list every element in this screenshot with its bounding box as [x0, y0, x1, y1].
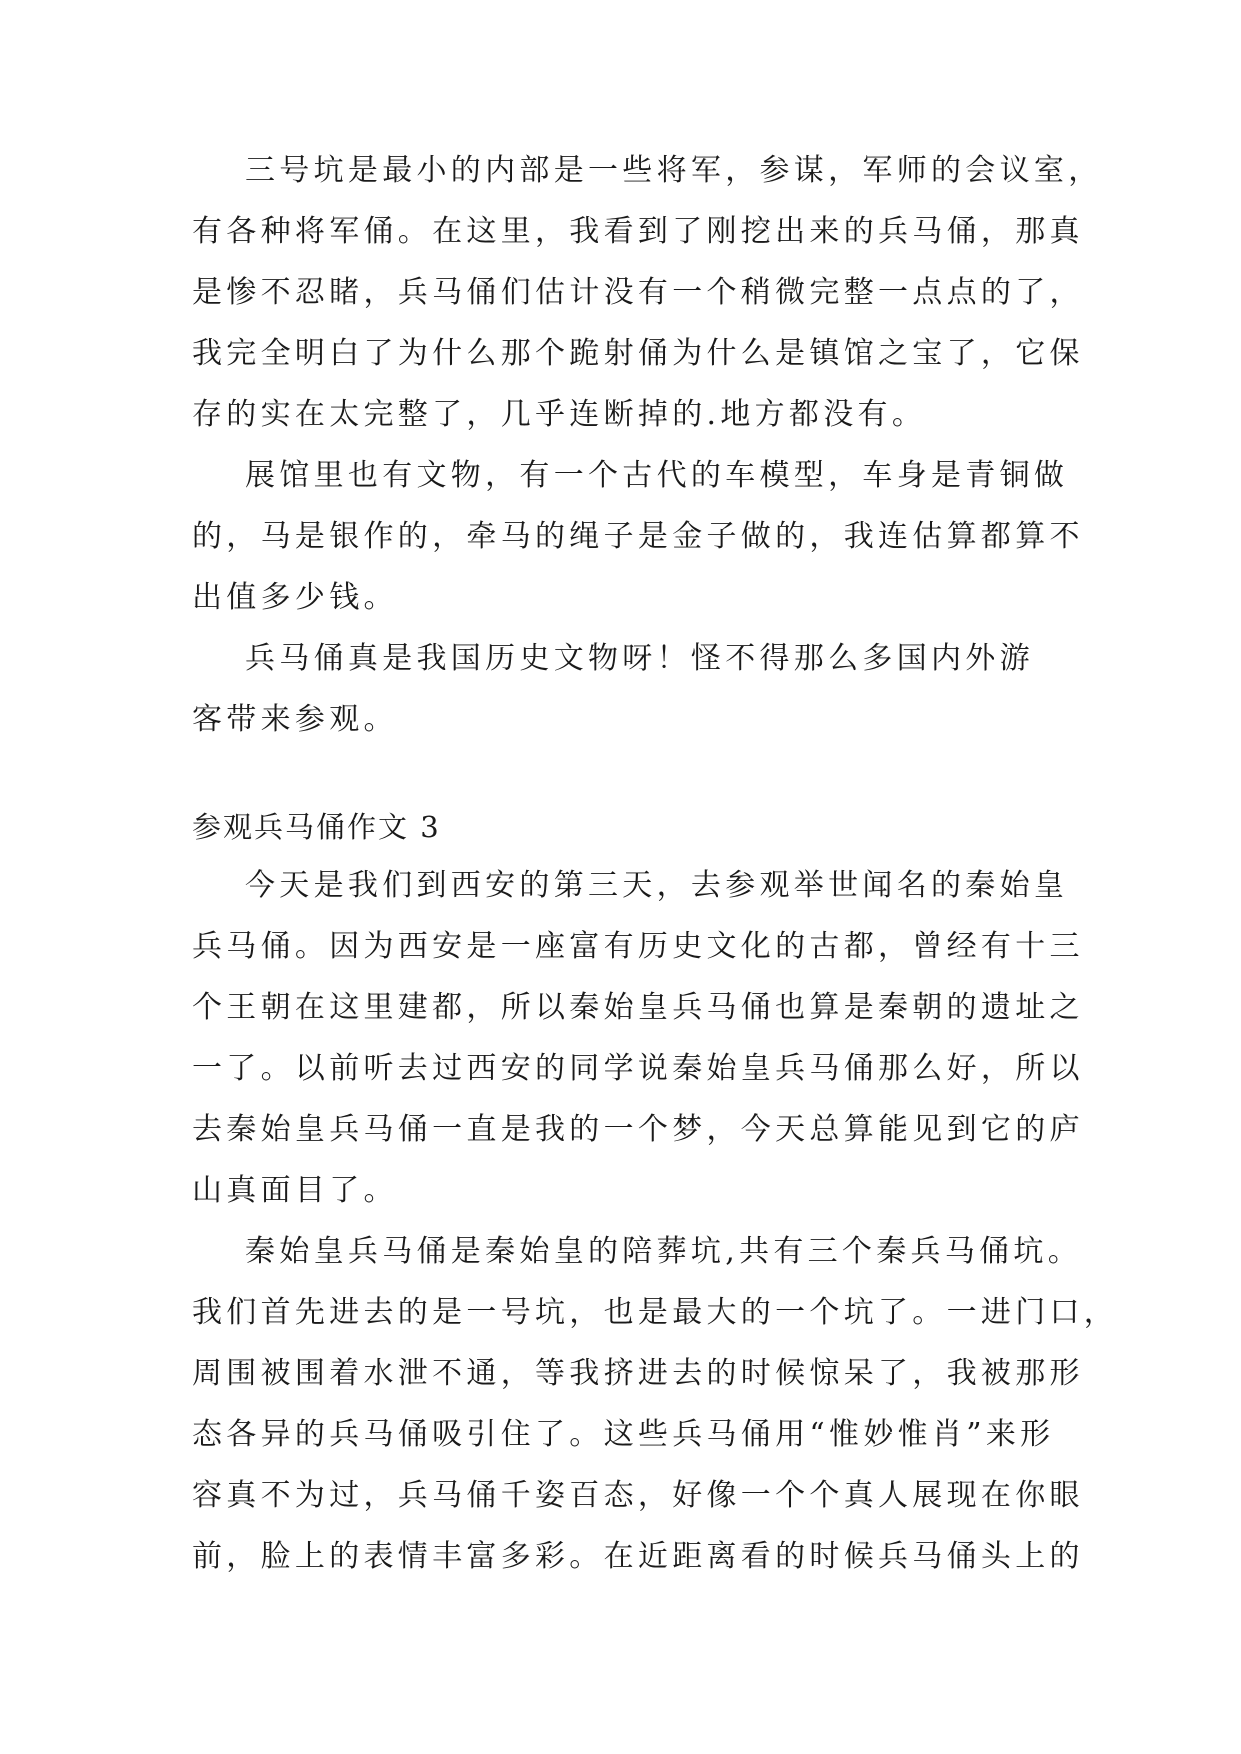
paragraph-3-line-2: 客带来参观。	[192, 702, 398, 737]
paragraph-4-line-4: 一了。以前听去过西安的同学说秦始皇兵马俑那么好，所以	[192, 1051, 1084, 1086]
paragraph-4-line-5: 去秦始皇兵马俑一直是我的一个梦，今天总算能见到它的庐	[192, 1112, 1084, 1147]
paragraph-4-line-3: 个王朝在这里建都，所以秦始皇兵马俑也算是秦朝的遗址之	[192, 990, 1084, 1025]
paragraph-5-line-1: 秦始皇兵马俑是秦始皇的陪葬坑,共有三个秦兵马俑坑。	[245, 1234, 1083, 1269]
paragraph-4-line-1: 今天是我们到西安的第三天，去参观举世闻名的秦始皇	[245, 868, 1069, 903]
paragraph-2-line-3: 出值多少钱。	[192, 580, 398, 615]
paragraph-5-line-3: 周围被围着水泄不通，等我挤进去的时候惊呆了，我被那形	[192, 1356, 1084, 1391]
paragraph-5-line-4: 态各异的兵马俑吸引住了。这些兵马俑用“惟妙惟肖”来形	[192, 1417, 1055, 1452]
paragraph-4-line-6: 山真面目了。	[192, 1173, 398, 1208]
paragraph-1-line-3: 是惨不忍睹，兵马俑们估计没有一个稍微完整一点点的了，	[192, 275, 1084, 310]
paragraph-5-line-6: 前，脸上的表情丰富多彩。在近距离看的时候兵马俑头上的	[192, 1539, 1084, 1574]
paragraph-4-line-2: 兵马俑。因为西安是一座富有历史文化的古都，曾经有十三	[192, 929, 1084, 964]
paragraph-1-line-1: 三号坑是最小的内部是一些将军，参谋，军师的会议室，	[245, 153, 1103, 188]
paragraph-1-line-4: 我完全明白了为什么那个跪射俑为什么是镇馆之宝了，它保	[192, 336, 1084, 371]
paragraph-2-line-2: 的，马是银作的，牵马的绳子是金子做的，我连估算都算不	[192, 519, 1084, 554]
paragraph-5-line-2: 我们首先进去的是一号坑，也是最大的一个坑了。一进门口，	[192, 1295, 1119, 1330]
paragraph-1-line-5: 存的实在太完整了，几乎连断掉的.地方都没有。	[192, 397, 927, 432]
paragraph-2-line-1: 展馆里也有文物，有一个古代的车模型，车身是青铜做	[245, 458, 1069, 493]
paragraph-1-line-2: 有各种将军俑。在这里，我看到了刚挖出来的兵马俑，那真	[192, 214, 1084, 249]
paragraph-5-line-5: 容真不为过，兵马俑千姿百态，好像一个个真人展现在你眼	[192, 1478, 1084, 1513]
section-heading: 参观兵马俑作文 3	[192, 810, 441, 844]
paragraph-3-line-1: 兵马俑真是我国历史文物呀！怪不得那么多国内外游	[245, 641, 1034, 676]
